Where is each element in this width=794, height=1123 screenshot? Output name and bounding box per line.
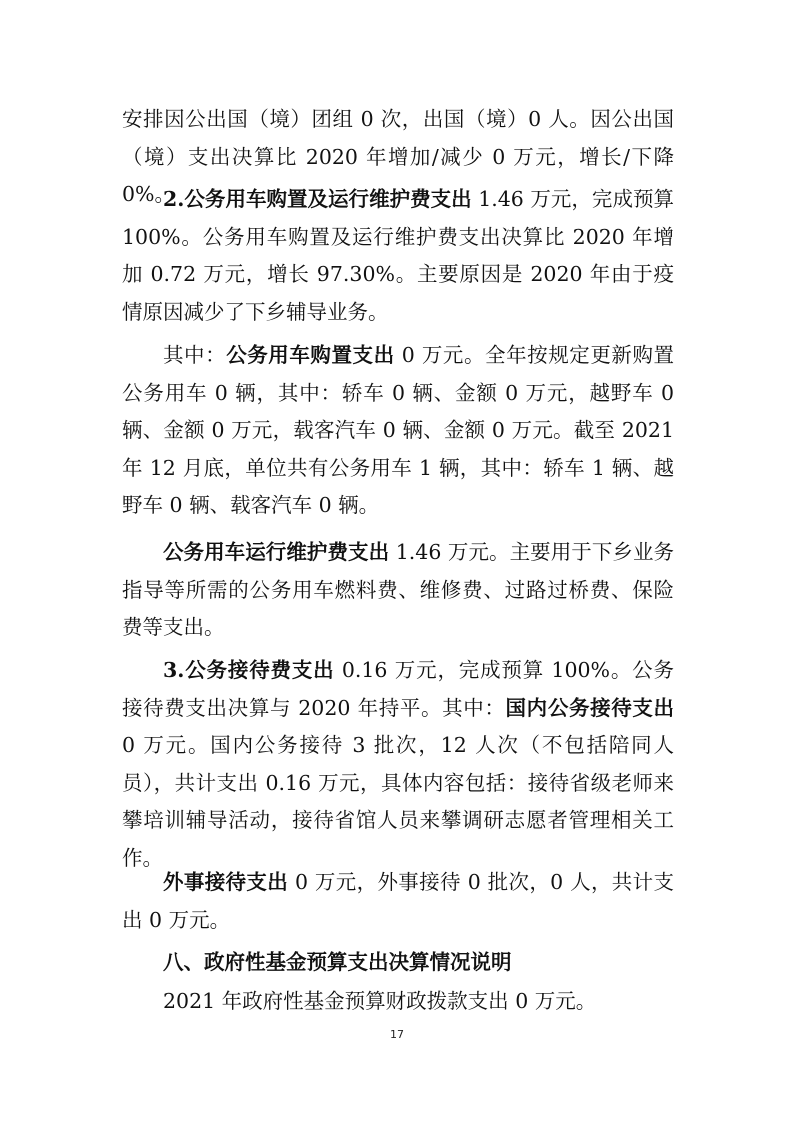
paragraph-reception-expenses [122,652,674,878]
paragraph-text: 0 万元。国内公务接待 3 批次，12 人次（不包括陪同人员），共计支出 0.16 万元，具体内容包括：接待省级老师来攀培训辅导活动，接待省馆人员来攀调研志愿者管理相关工作。 [122,733,674,870]
section-title-vehicle: 2.公务用车购置及运行维护费支出 [163,187,472,211]
subtitle-foreign-reception: 外事接待支出 [163,870,289,894]
subtitle-domestic-reception: 国内公务接待支出 [505,695,675,720]
paragraph-vehicle-maintenance [122,534,674,647]
paragraph-text: 0 万元，外事接待 0 批次，0 人，共计支出 0 万元。 [122,870,674,932]
paragraph-text: 2021 年政府性基金预算财政拨款支出 0 万元。 [163,989,597,1013]
paragraph-vehicle-expenses [122,181,674,331]
paragraph-government-fund [122,983,674,1021]
paragraph-foreign-reception [122,864,674,939]
subtitle-vehicle-maintenance: 公务用车运行维护费支出 [163,540,390,564]
page-number: 17 [390,1028,404,1041]
section-heading: 八、政府性基金预算支出决算情况说明 [163,950,512,974]
paragraph-text: 1.46 万元。主要用于下乡业务指导等所需的公务用车燃料费、维修费、过路过桥费、保险费等支出。 [122,540,675,640]
paragraph-text: 0 万元。全年按规定更新购置公务用车 0 辆，其中：轿车 0 辆、金额 0 万元，越野车 0 辆、金额 0 万元，载客汽车 0 辆、金额 0 万元。截至 2021 年 12 月底，单位共有公务用车 1 辆，其中：轿车 1 辆、越野车 0 辆、载客汽车 0 辆。 [122,343,675,518]
paragraph-vehicle-purchase [122,337,674,525]
paragraph-text: 安排因公出国（境）团组 0 次，出国（境）0 人。因公出国（境）支出决算比 2020 年增加/减少 0 万元，增长/下降 0%。 [122,107,674,207]
subtitle-vehicle-purchase: 公务用车购置支出 [226,343,395,367]
paragraph-text: 0.16 万元，完成预算 100%。公务接待费支出决算与 2020 年持平。其中： [122,658,674,720]
paragraph-lead: 其中： [163,343,227,367]
section-title-reception: 3.公务接待费支出 [163,658,335,682]
paragraph-text: 1.46 万元，完成预算 100%。公务用车购置及运行维护费支出决算比 2020 年增加 0.72 万元，增长 97.30%。主要原因是 2020 年由于疫情原因减少了下乡辅导业务。 [122,187,674,324]
